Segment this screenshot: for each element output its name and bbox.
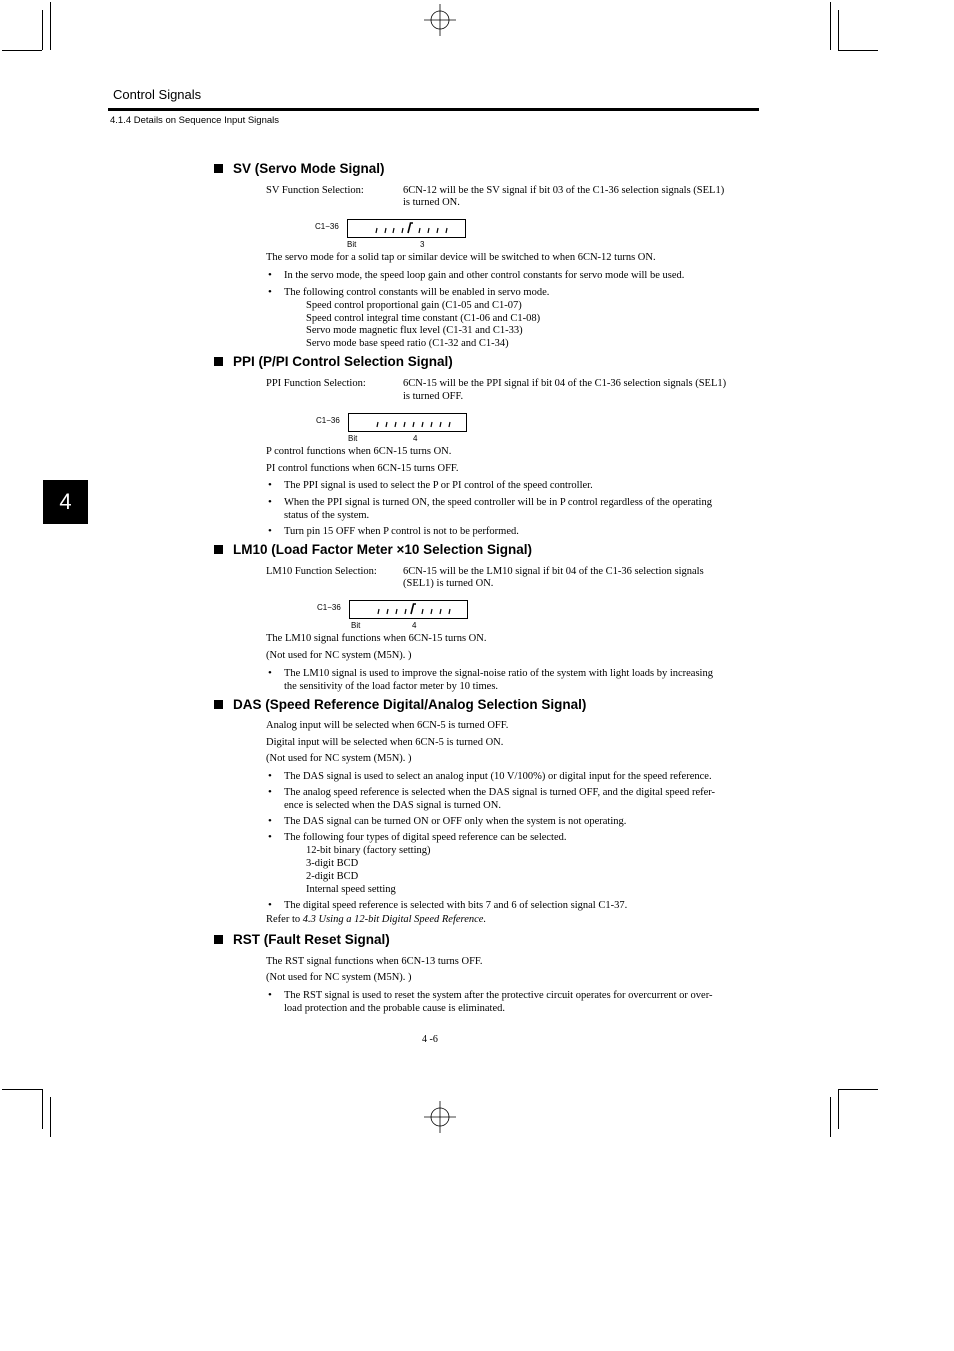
sv-bullet-1: • In the servo mode, the speed loop gain and other control constants for servo mode will be used. <box>284 269 755 282</box>
sv-constant: Servo mode base speed ratio (C1-32 and C1-34) <box>306 338 509 349</box>
register-label: C1−36 <box>316 416 340 425</box>
header-title: Control Signals <box>113 87 202 102</box>
das-bullet-1: • The DAS signal is used to select an analog input (10 V/100%) or digital input for the speed reference. <box>284 770 755 783</box>
ppi-bullet-1: • The PPI signal is used to select the P or PI control of the speed controller. <box>284 479 755 492</box>
square-bullet-icon <box>214 935 223 944</box>
das-text-1: Analog input will be selected when 6CN-5 is turned OFF. <box>266 720 509 731</box>
lm10-text-1: The LM10 signal functions when 6CN-15 turns ON. <box>266 633 487 644</box>
bit-switches-icon <box>349 414 466 431</box>
ppi-function-desc: 6CN-15 will be the PPI signal if bit 04 of the C1-36 selection signals (SEL1) <box>403 378 727 389</box>
sv-text-1: The servo mode for a solid tap or similar device will be switched to when 6CN-12 turns ON. <box>266 252 656 263</box>
ppi-function-desc-cont: is turned OFF. <box>403 391 464 402</box>
bit-value: 3 <box>420 240 425 249</box>
das-type: Internal speed setting <box>306 884 396 895</box>
ppi-text-2: PI control functions when 6CN-15 turns OFF. <box>266 463 459 474</box>
das-refer: Refer to 4.3 Using a 12-bit Digital Speed Reference. <box>266 914 487 925</box>
section-heading-rst: RST (Fault Reset Signal) <box>214 932 390 947</box>
das-type: 2-digit BCD <box>306 871 359 882</box>
section-heading-lm10: LM10 (Load Factor Meter ×10 Selection Signal) <box>214 542 532 557</box>
square-bullet-icon <box>214 545 223 554</box>
registration-mark-top <box>424 4 456 36</box>
bit-register-box <box>347 219 466 238</box>
section-heading-sv: SV (Servo Mode Signal) <box>214 161 385 176</box>
sv-constant: Speed control integral time constant (C1-06 and C1-08) <box>306 313 541 324</box>
square-bullet-icon <box>214 700 223 709</box>
das-type: 12-bit binary (factory setting) <box>306 845 431 856</box>
bit-label: Bit <box>348 434 358 443</box>
lm10-function-desc-cont: (SEL1) is turned ON. <box>403 578 494 589</box>
lm10-function-desc: 6CN-15 will be the LM10 signal if bit 04 of the C1-36 selection signals <box>403 566 704 577</box>
chapter-tab: 4 <box>43 480 88 524</box>
header-rule <box>108 108 759 111</box>
lm10-function-label: LM10 Function Selection: <box>266 566 377 577</box>
bit-switches-icon <box>350 601 467 618</box>
ppi-text-1: P control functions when 6CN-15 turns ON. <box>266 446 452 457</box>
sv-function-desc-cont: is turned ON. <box>403 197 460 208</box>
ppi-bullet-3: • Turn pin 15 OFF when P control is not to be performed. <box>284 525 755 538</box>
rst-text-1: The RST signal functions when 6CN-13 turns OFF. <box>266 956 483 967</box>
bit-value: 4 <box>413 434 418 443</box>
das-bullet-4: • The following four types of digital speed reference can be selected. <box>284 831 755 844</box>
bit-register-box <box>348 413 467 432</box>
das-bullet-3: • The DAS signal can be turned ON or OFF only when the system is not operating. <box>284 815 755 828</box>
registration-mark-bottom <box>424 1101 456 1133</box>
bit-value: 4 <box>412 621 417 630</box>
lm10-bullet-1: • The LM10 signal is used to improve the signal-noise ratio of the system with light loads by increasing <box>284 667 755 680</box>
rst-bullet-1: • The RST signal is used to reset the system after the protective circuit operates for overcurrent or over- <box>284 989 755 1002</box>
ppi-bullet-2: • When the PPI signal is turned ON, the speed controller will be in P control regardless of the operating <box>284 496 755 509</box>
square-bullet-icon <box>214 164 223 173</box>
das-refer-link[interactable]: 4.3 Using a 12-bit Digital Speed Reference. <box>302 914 487 925</box>
das-bullet-5: • The digital speed reference is selected with bits 7 and 6 of selection signal C1-37. <box>284 899 755 912</box>
ppi-function-label: PPI Function Selection: <box>266 378 366 389</box>
register-label: C1−36 <box>315 222 339 231</box>
square-bullet-icon <box>214 357 223 366</box>
sv-function-label: SV Function Selection: <box>266 185 364 196</box>
das-bullet-2: • The analog speed reference is selected when the DAS signal is turned OFF, and the digital speed refer- <box>284 786 755 799</box>
register-label: C1−36 <box>317 603 341 612</box>
das-text-3: (Not used for NC system (M5N). ) <box>266 753 412 764</box>
sv-function-desc: 6CN-12 will be the SV signal if bit 03 of the C1-36 selection signals (SEL1) <box>403 185 725 196</box>
lm10-bullet-1-cont: the sensitivity of the load factor meter by 10 times. <box>284 681 499 692</box>
das-bullet-2-cont: ence is selected when the DAS signal is turned ON. <box>284 800 501 811</box>
sv-constant: Servo mode magnetic flux level (C1-31 and C1-33) <box>306 325 523 336</box>
das-type: 3-digit BCD <box>306 858 359 869</box>
bit-label: Bit <box>351 621 361 630</box>
bit-switches-icon <box>348 220 465 237</box>
ppi-bullet-2-cont: status of the system. <box>284 510 370 521</box>
rst-bullet-1-cont: load protection and the probable cause is eliminated. <box>284 1003 506 1014</box>
sv-constant: Speed control proportional gain (C1-05 and C1-07) <box>306 300 522 311</box>
section-heading-das: DAS (Speed Reference Digital/Analog Selection Signal) <box>214 697 586 712</box>
page-number: 4 -6 <box>422 1034 438 1045</box>
bit-label: Bit <box>347 240 357 249</box>
das-text-2: Digital input will be selected when 6CN-5 is turned ON. <box>266 737 504 748</box>
bit-register-box <box>349 600 468 619</box>
sv-bullet-2: • The following control constants will be enabled in servo mode. <box>284 286 755 299</box>
section-heading-ppi: PPI (P/PI Control Selection Signal) <box>214 354 453 369</box>
header-subsection: 4.1.4 Details on Sequence Input Signals <box>110 115 280 126</box>
lm10-text-2: (Not used for NC system (M5N). ) <box>266 650 412 661</box>
rst-text-2: (Not used for NC system (M5N). ) <box>266 972 412 983</box>
